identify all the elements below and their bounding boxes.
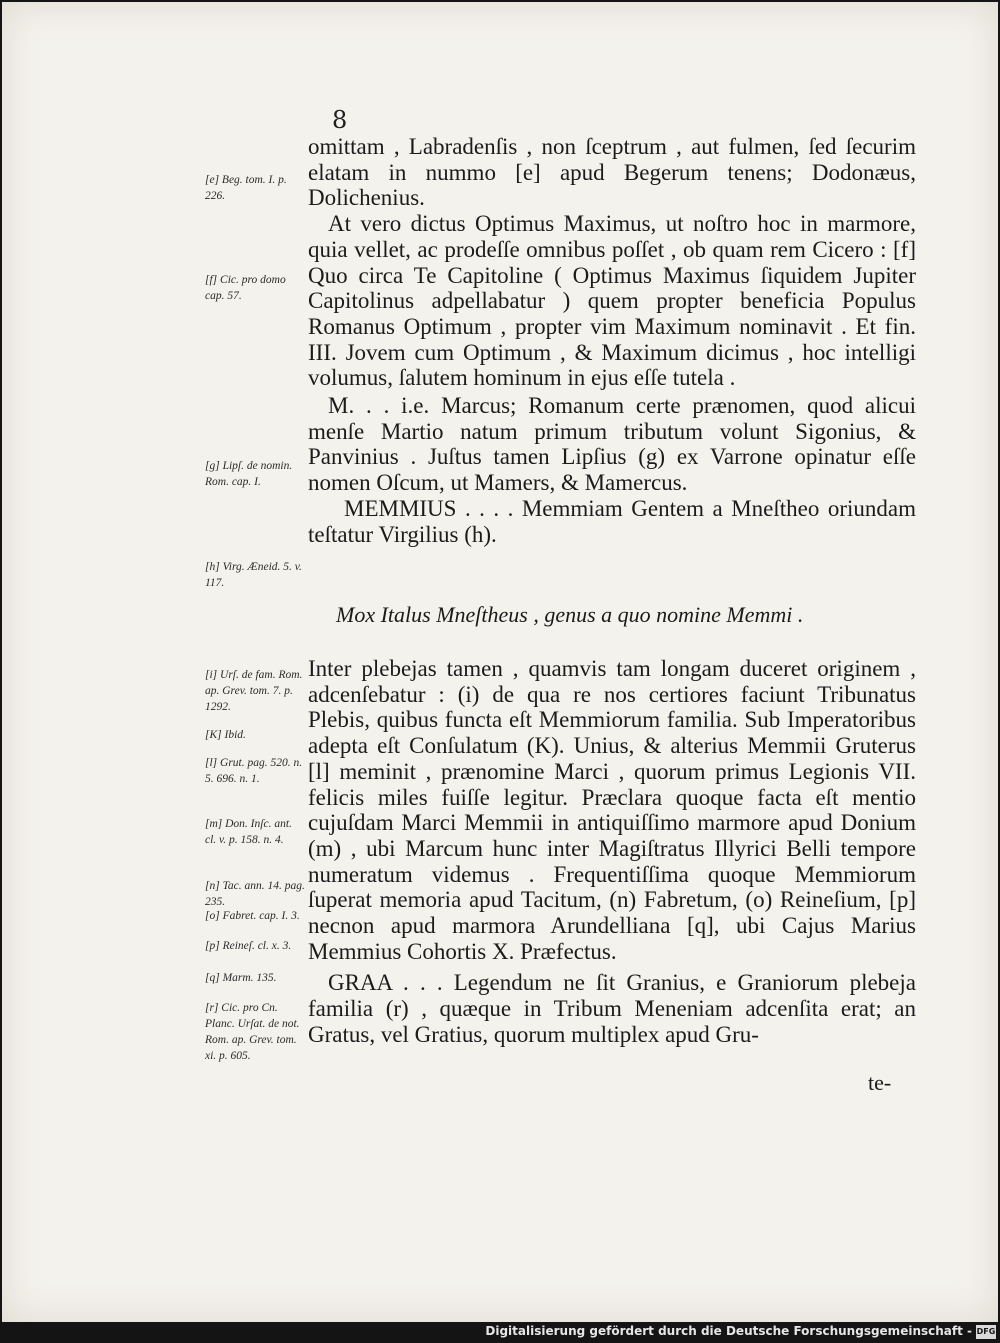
margin-note: [l] Grut. pag. 520. n. 5. 696. n. 1. <box>205 757 303 785</box>
paragraph: omittam , Labradenſis , non ſceptrum , aut fulmen, ſed ſecurim elatam in nummo [e] apud Begerum tenens; Dodonæus, Dolichenius. <box>308 134 916 211</box>
margin-note: [f] Cic. pro domo cap. 57. <box>205 274 286 302</box>
margin-note: [p] Reineſ. cl. x. 3. <box>205 940 292 952</box>
paragraph: M. . . i.e. Marcus; Romanum certe prænomen, quod alicui menſe Martio natum primum tributum volunt Sigonius, & Panvinius . Juſtus tamen Lipſius (g) ex Varrone opinatur eſſe nomen Oſcum, ut Mamers, & Mamercus. <box>308 393 916 496</box>
footer-bar <box>0 1322 1000 1343</box>
catchword: te- <box>868 1070 892 1095</box>
margin-note: [K] Ibid. <box>205 729 246 741</box>
footer-credit: Digitalisierung gefördert durch die Deutsche Forschungsgemeinschaft - <box>485 1324 972 1338</box>
paragraph: At vero dictus Optimus Maximus, ut noſtro hoc in marmore, quia vellet, ac prodeſſe omnibus poſſet , ob quam rem Cicero : [f] Quo circa Te Capitoline ( Optimus Maximus ſiquidem Jupiter Capitolinus adpellabatur ) quem propter beneficia Populus Romanus Optimum , propter vim Maximum nominavit . Et fin. III. Jovem cum Optimum , & Maximum dicimus , hoc intelligi volumus, ſalutem hominum in ejus eſſe tutela . <box>308 211 916 391</box>
dfg-logo-icon: DFG <box>976 1325 996 1339</box>
margin-note: [q] Marm. 135. <box>205 972 277 984</box>
main-text-continued <box>308 656 916 1048</box>
paragraph: MEMMIUS . . . . Memmiam Gentem a Mneſtheo oriundam teſtatur Virgilius (h). <box>308 495 916 547</box>
document-page <box>2 2 998 1322</box>
page-number: 8 <box>332 106 348 134</box>
main-text <box>308 134 916 547</box>
paragraph: GRAA . . . Legendum ne ſit Granius, e Graniorum plebeja familia (r) , quæque in Tribum Meneniam adcenſita erat; an Gratus, vel Gratius, quorum multiplex apud Gru- <box>308 970 916 1047</box>
margin-note: [r] Cic. pro Cn. Planc. Urſat. de not. Rom. ap. Grev. tom. xi. p. 605. <box>205 1002 300 1062</box>
margin-note: [i] Urſ. de fam. Rom. ap. Grev. tom. 7. p. 1292. <box>205 669 303 713</box>
margin-note: [m] Don. Inſc. ant. cl. v. p. 158. n. 4. <box>205 818 292 846</box>
margin-note: [h] Virg. Æneid. 5. v. 117. <box>205 561 302 589</box>
margin-note: [o] Fabret. cap. I. 3. <box>205 910 300 922</box>
paragraph: Inter plebejas tamen , quamvis tam longam duceret originem , adcenſebatur : (i) de qua re nos certiores faciunt Tribunatus Plebis, quibus functa eſt Memmiorum familia. Sub Imperatoribus adepta eſt Conſulatum (K). Unius, & alterius Memmii Gruterus [l] meminit , prænomine Marci , quorum primus Legionis VII. felicis miles fuiſſe legitur. Præclara quoque facta eſt mentio cujuſdam Marci Memmii in antiquiſſimo marmore apud Donium (m) , ubi Marcum hunc inter Magiſtratus Illyrici Belli tempore numeratum videmus . Frequentiſſima quoque Memmiorum ſuperat memoria apud Tacitum, (n) Fabretum, (o) Reineſium, [p] necnon apud marmora Arundelliana [q], ubi Cajus Marius Memmius Cohortis X. Præfectus. <box>308 656 916 964</box>
margin-note: [g] Lipſ. de nomin. Rom. cap. I. <box>205 460 293 488</box>
margin-note: [n] Tac. ann. 14. pag. 235. <box>205 880 305 908</box>
margin-note: [e] Beg. tom. I. p. 226. <box>205 174 287 202</box>
verse-quote: Mox Italus Mneſtheus , genus a quo nomine Memmi . <box>336 602 804 627</box>
